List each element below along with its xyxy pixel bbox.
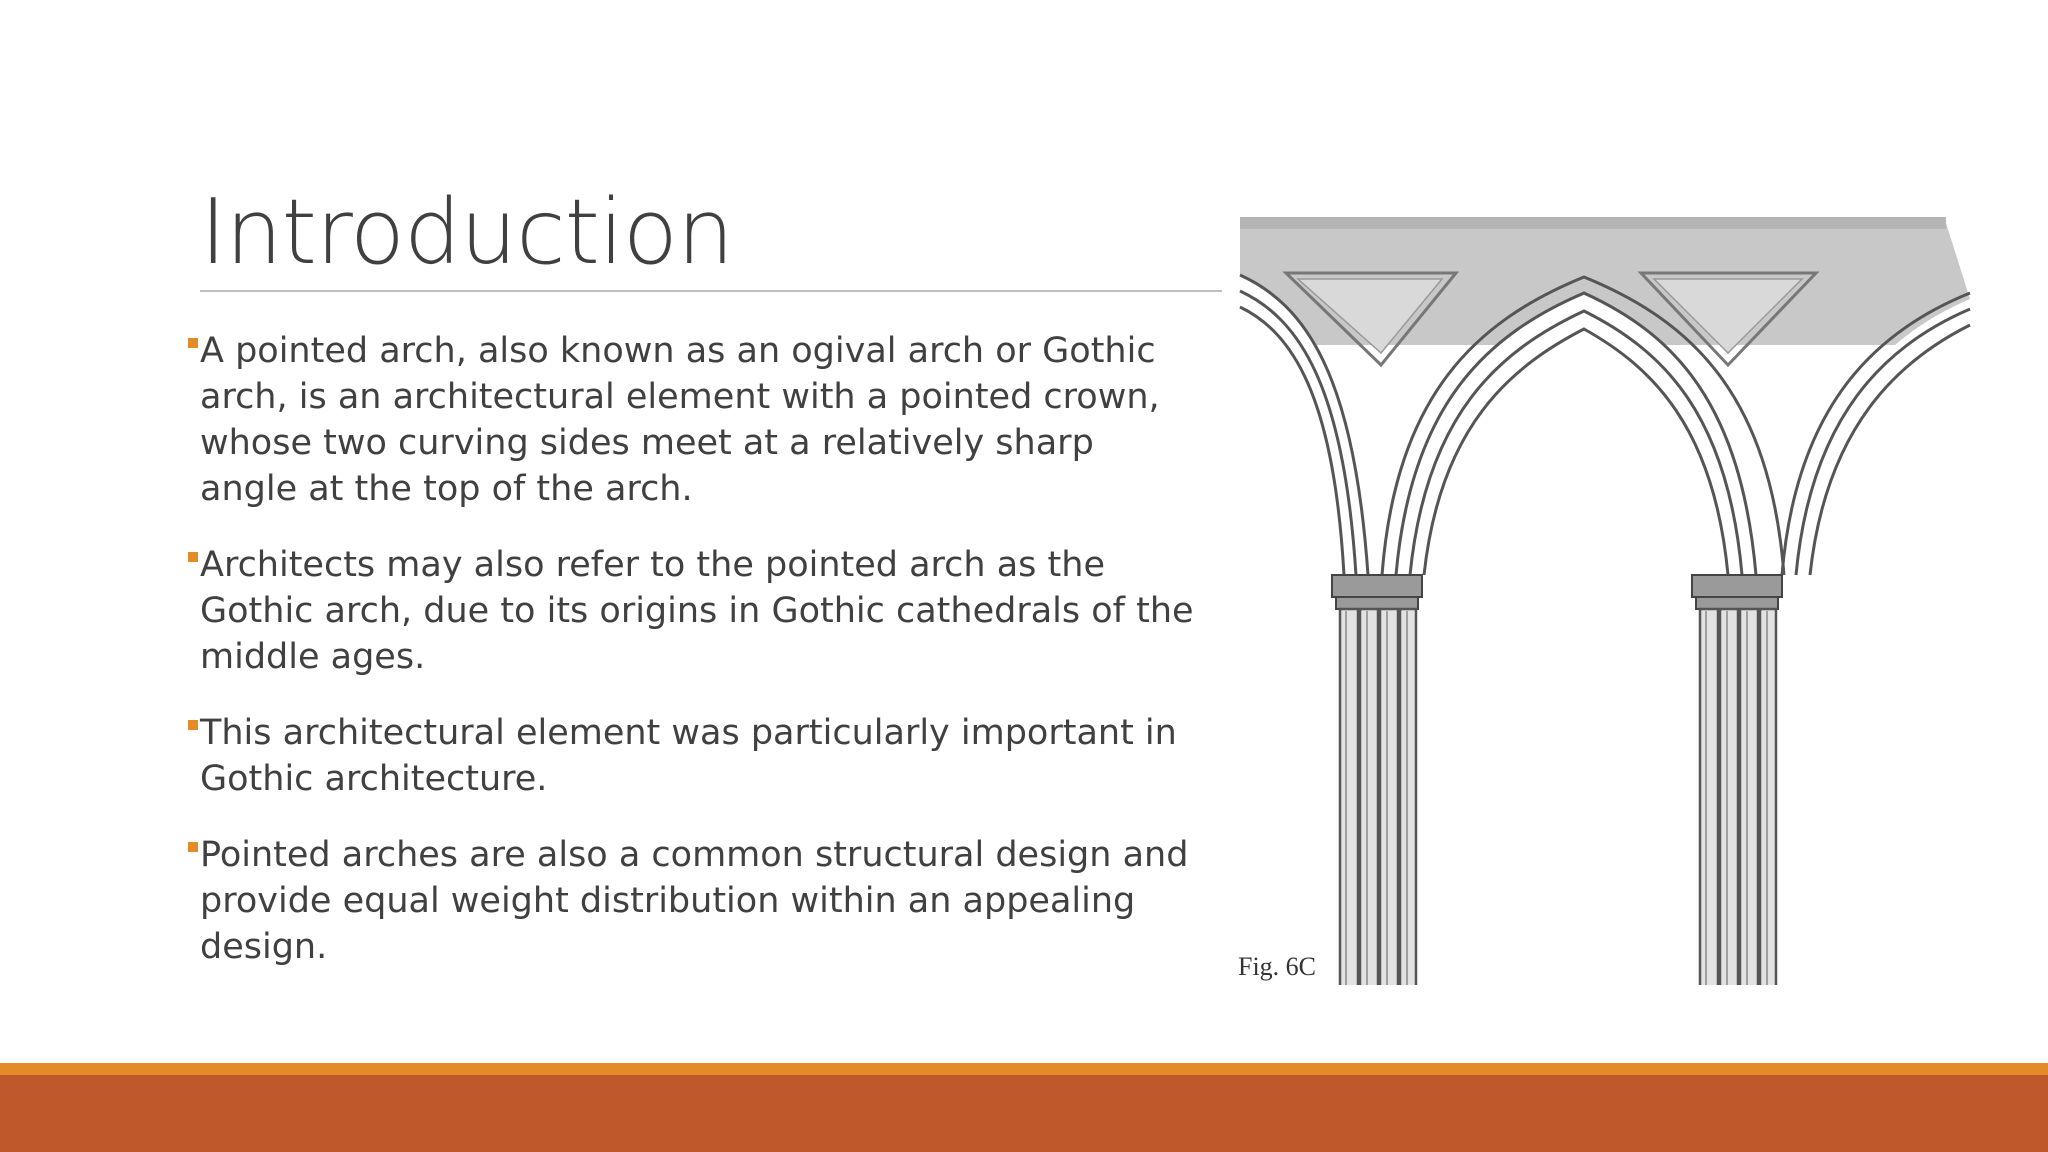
bullet-item: [186, 542, 1196, 680]
square-bullet-icon: [188, 842, 198, 852]
footer-accent-stripe: [0, 1063, 2048, 1075]
square-bullet-icon: [188, 338, 198, 348]
gothic-arches-illustration-icon: [1236, 215, 1976, 985]
slide-title: Introduction: [200, 180, 734, 285]
bullet-text: This architectural element was particularly important in Gothic architecture.: [200, 713, 1177, 799]
figure-caption: Fig. 6C: [1238, 952, 1317, 981]
bullet-text: A pointed arch, also known as an ogival arch or Gothic arch, is an architectural element with a pointed crown, whose two curving sides meet at a relatively sharp angle at the top of the arch.: [200, 331, 1160, 509]
footer-bar: [0, 1075, 2048, 1152]
gothic-arches-figure: [1236, 215, 1976, 985]
title-divider: [200, 290, 1222, 292]
bullet-item: [186, 832, 1196, 970]
square-bullet-icon: [188, 552, 198, 562]
bullet-text: Architects may also refer to the pointed arch as the Gothic arch, due to its origins in Gothic cathedrals of the middle ages.: [200, 545, 1194, 677]
bullet-text: Pointed arches are also a common structural design and provide equal weight distribution within an appealing design.: [200, 835, 1189, 967]
bullet-list: [186, 328, 1196, 1000]
bullet-item: [186, 710, 1196, 802]
square-bullet-icon: [188, 720, 198, 730]
bullet-item: [186, 328, 1196, 512]
